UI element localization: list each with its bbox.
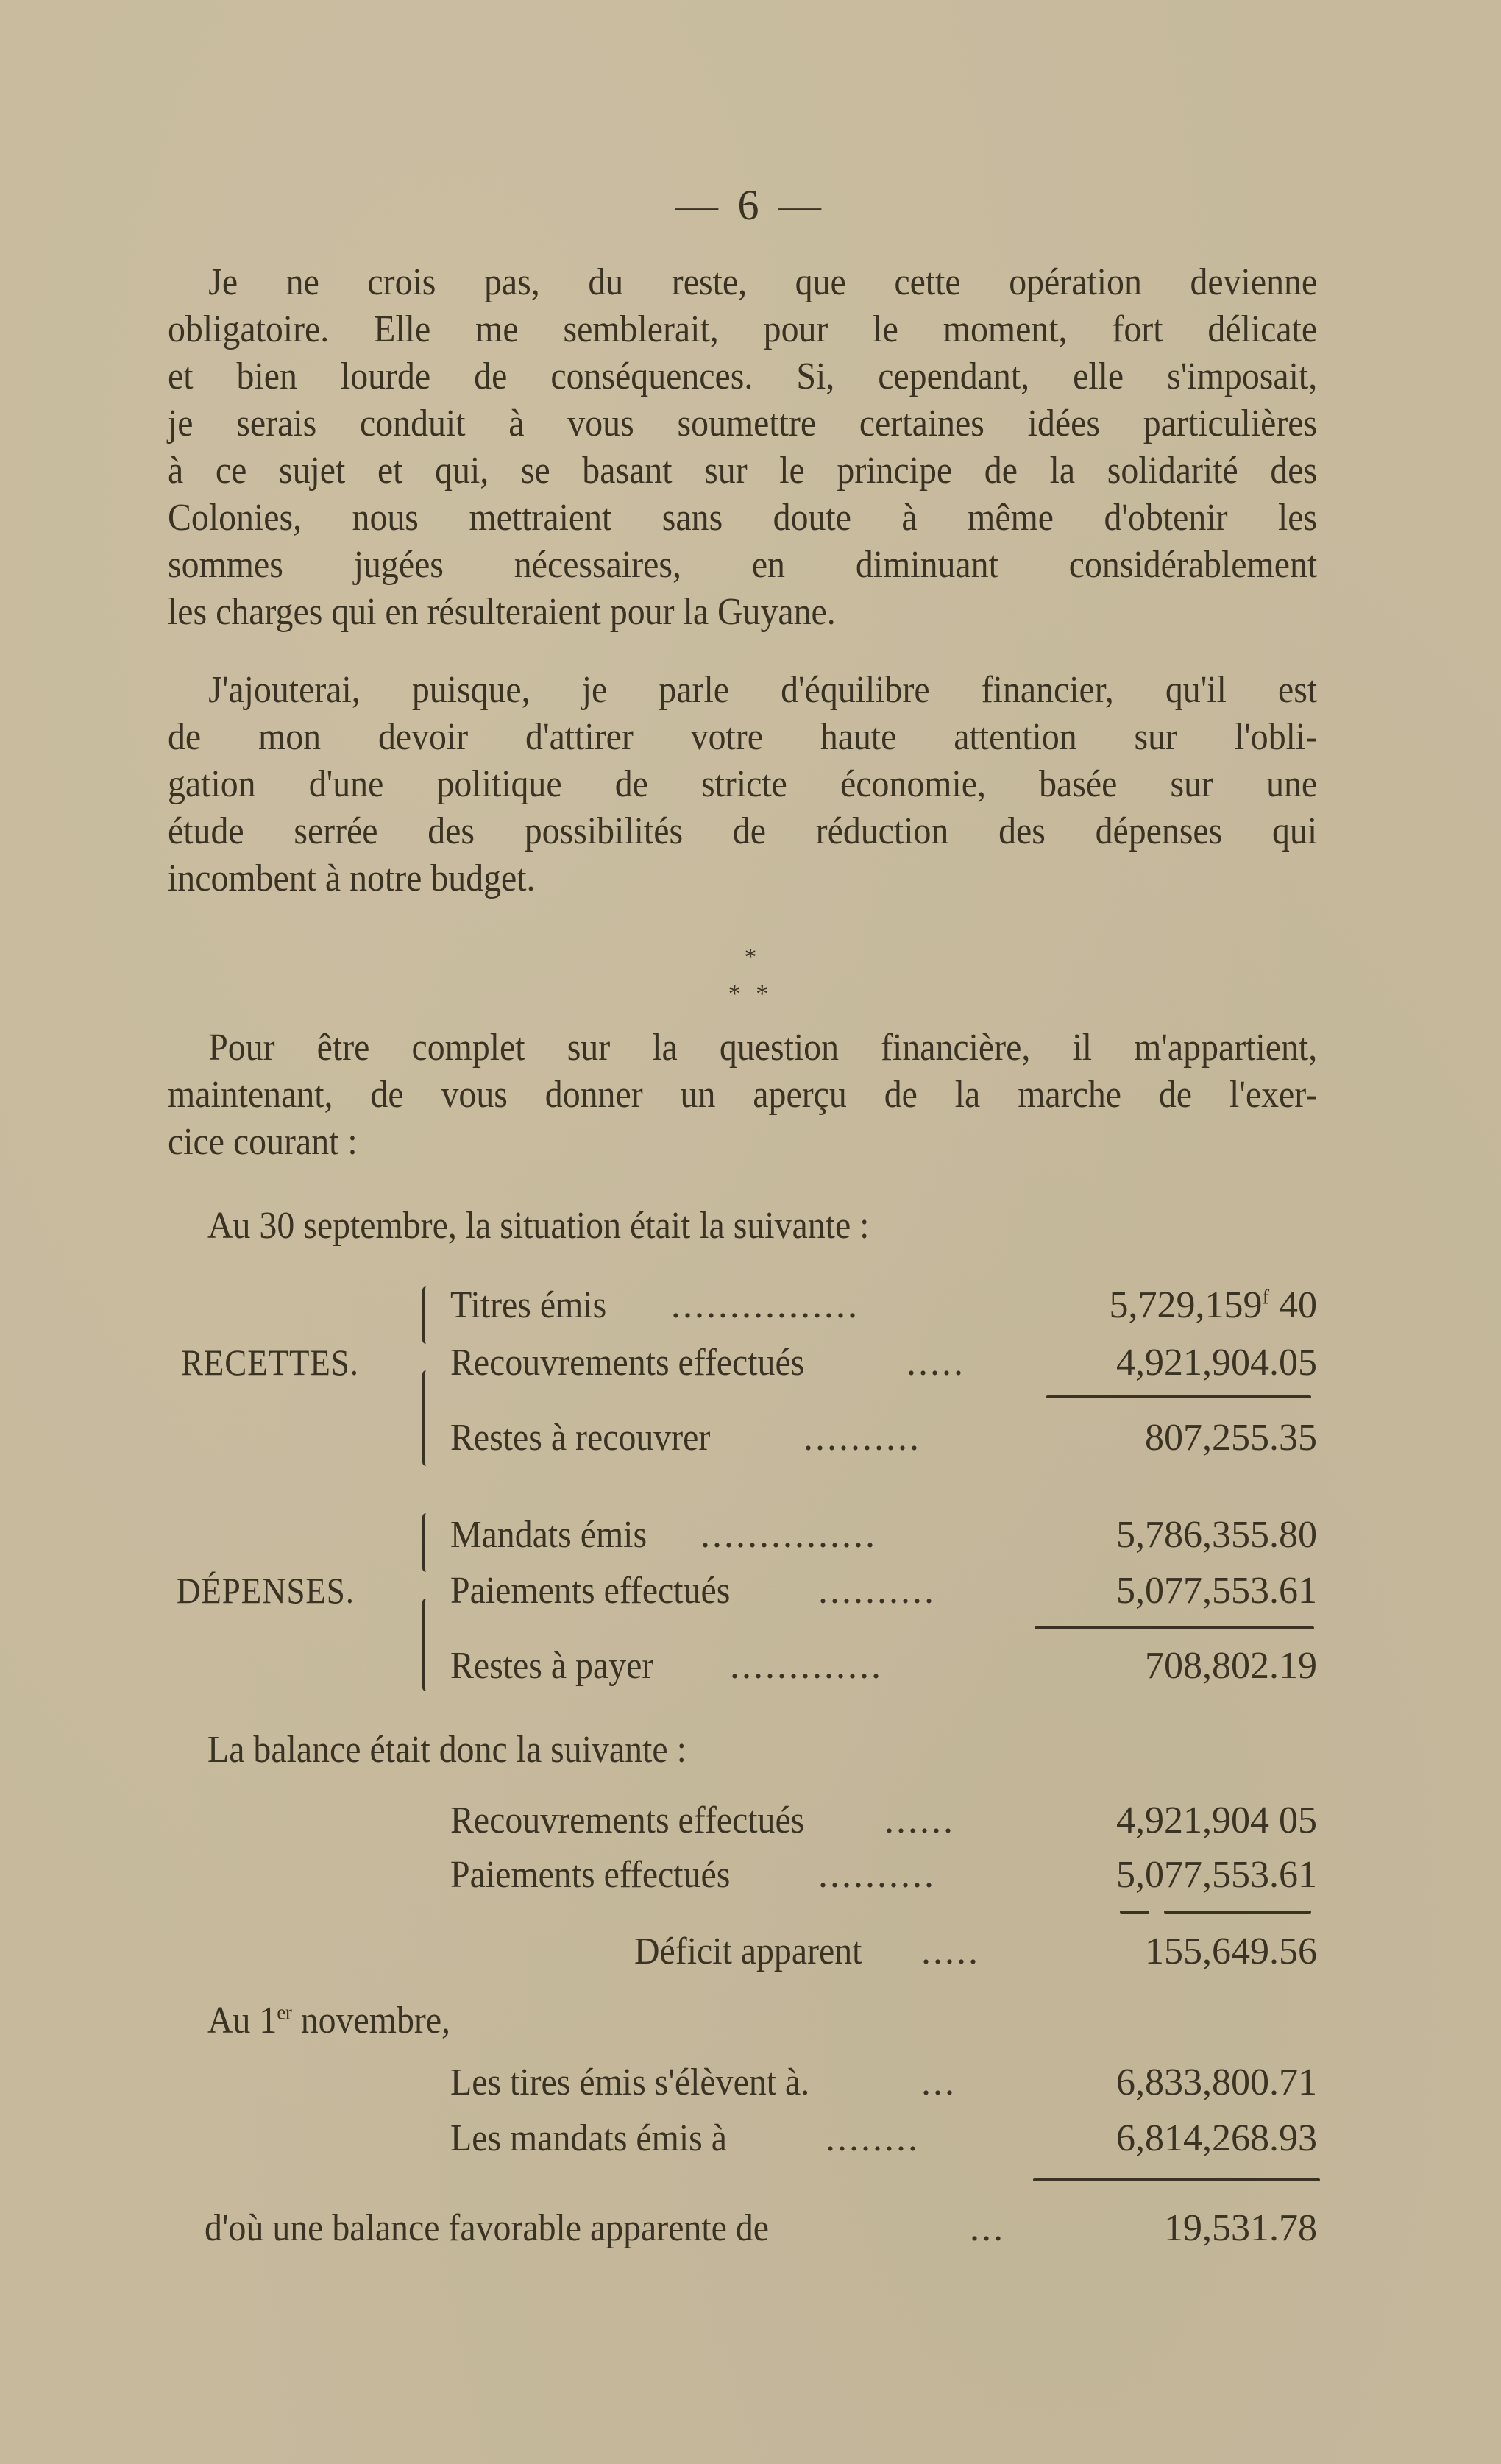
leader-dots: ...... xyxy=(884,1799,955,1841)
sum-rule xyxy=(1035,1626,1314,1629)
text-line: Je ne crois pas, du reste, que cette opération devienne xyxy=(208,261,1318,303)
leader-dots: ................ xyxy=(671,1284,859,1326)
leader-dots: ... xyxy=(921,2061,957,2103)
situation-intro: Au 30 septembre, la situation était la suivante : xyxy=(207,1205,870,1247)
text-line: obligatoire. Elle me semblerait, pour le moment, fort délicate xyxy=(168,308,1318,350)
paragraph-2 xyxy=(168,667,1317,902)
text-line: de mon devoir d'attirer votre haute attention sur l'obli- xyxy=(168,716,1318,758)
sum-rule xyxy=(1046,1395,1311,1398)
row-label: Paiements effectués xyxy=(450,1570,731,1612)
row-label: Les tires émis s'élèvent à. xyxy=(450,2061,810,2103)
depenses-restes-value: 708,802.19 xyxy=(1145,1645,1317,1687)
text-line: J'ajouterai, puisque, je parle d'équilibre financier, qu'il est xyxy=(208,669,1318,711)
text-line: les charges qui en résulteraient pour la Guyane. xyxy=(168,591,836,633)
recettes-restes-value: 807,255.35 xyxy=(1145,1417,1317,1459)
text-line: à ce sujet et qui, se basant sur le principe de la solidarité des xyxy=(168,450,1318,492)
sum-rule xyxy=(1164,1911,1311,1914)
row-label: Déficit apparent xyxy=(634,1930,862,1972)
balance-recouvrements-value: 4,921,904 05 xyxy=(1116,1799,1317,1841)
text-line: gation d'une politique de stricte économie, basée sur une xyxy=(168,763,1318,805)
row-label: d'où une balance favorable apparente de xyxy=(205,2207,770,2249)
balance-deficit-value: 155,649.56 xyxy=(1145,1930,1317,1972)
text-line: je serais conduit à vous soumettre certaines idées particulières xyxy=(168,403,1318,445)
leader-dots: .......... xyxy=(818,1854,936,1896)
novembre-balance-value: 19,531.78 xyxy=(1164,2207,1317,2249)
leader-dots: ..... xyxy=(906,1342,965,1384)
leader-dots: ..... xyxy=(921,1930,980,1972)
row-label: Restes à payer xyxy=(450,1645,654,1687)
text-line: et bien lourde de conséquences. Si, cependant, elle s'imposait, xyxy=(168,355,1318,397)
leader-dots: .......... xyxy=(803,1417,921,1459)
brace-top xyxy=(422,1513,430,1572)
text-line: Colonies, nous mettraient sans doute à même d'obtenir les xyxy=(168,497,1318,539)
balance-intro: La balance était donc la suivante : xyxy=(207,1729,686,1771)
asterism-top: * xyxy=(744,944,757,971)
row-label: Mandats émis xyxy=(450,1514,647,1556)
leader-dots: .......... xyxy=(818,1570,936,1612)
paragraph-1 xyxy=(168,259,1317,636)
text-line: sommes jugées nécessaires, en diminuant considérablement xyxy=(168,544,1318,586)
text-line: cice courant : xyxy=(168,1121,358,1163)
row-label: Recouvrements effectués xyxy=(450,1799,805,1841)
novembre-intro: Au 1er novembre, xyxy=(207,2000,451,2042)
leader-dots: ... xyxy=(970,2207,1005,2249)
leader-dots: ............... xyxy=(700,1514,877,1556)
brace-bottom xyxy=(422,1599,430,1691)
brace-bottom xyxy=(422,1370,430,1466)
depenses-paiements-value: 5,077,553.61 xyxy=(1116,1570,1317,1612)
page-number: — 6 — xyxy=(675,181,826,229)
recettes-titres-value: 5,729,159$^f$ 40 xyxy=(1109,1284,1317,1326)
depenses-label: DÉPENSES. xyxy=(177,1570,355,1611)
row-label: Titres émis xyxy=(450,1284,607,1326)
row-label: Recouvrements effectués xyxy=(450,1342,805,1384)
text-line: maintenant, de vous donner un aperçu de la marche de l'exer- xyxy=(168,1074,1318,1116)
recettes-recouvrements-value: 4,921,904.05 xyxy=(1116,1342,1317,1384)
depenses-mandats-value: 5,786,355.80 xyxy=(1116,1514,1317,1556)
text-line: incombent à notre budget. xyxy=(168,857,536,899)
text-line: Pour être complet sur la question financière, il m'appartient, xyxy=(208,1027,1318,1069)
paragraph-3 xyxy=(168,1024,1317,1166)
novembre-mandats-value: 6,814,268.93 xyxy=(1116,2117,1317,2159)
sum-rule xyxy=(1033,2178,1320,2181)
leader-dots: ........ xyxy=(826,2117,920,2159)
row-label: Les mandats émis à xyxy=(450,2117,727,2159)
brace-top xyxy=(422,1286,430,1344)
row-label: Paiements effectués xyxy=(450,1854,731,1896)
row-label: Restes à recouvrer xyxy=(450,1417,711,1459)
text-line: étude serrée des possibilités de réduction des dépenses qui xyxy=(168,810,1318,852)
leader-dots: ............. xyxy=(730,1645,883,1687)
asterism-bottom: * * xyxy=(728,980,773,1008)
novembre-titres-value: 6,833,800.71 xyxy=(1116,2061,1317,2103)
recettes-label: RECETTES. xyxy=(181,1342,359,1383)
sum-rule xyxy=(1120,1911,1149,1914)
balance-paiements-value: 5,077,553.61 xyxy=(1116,1854,1317,1896)
